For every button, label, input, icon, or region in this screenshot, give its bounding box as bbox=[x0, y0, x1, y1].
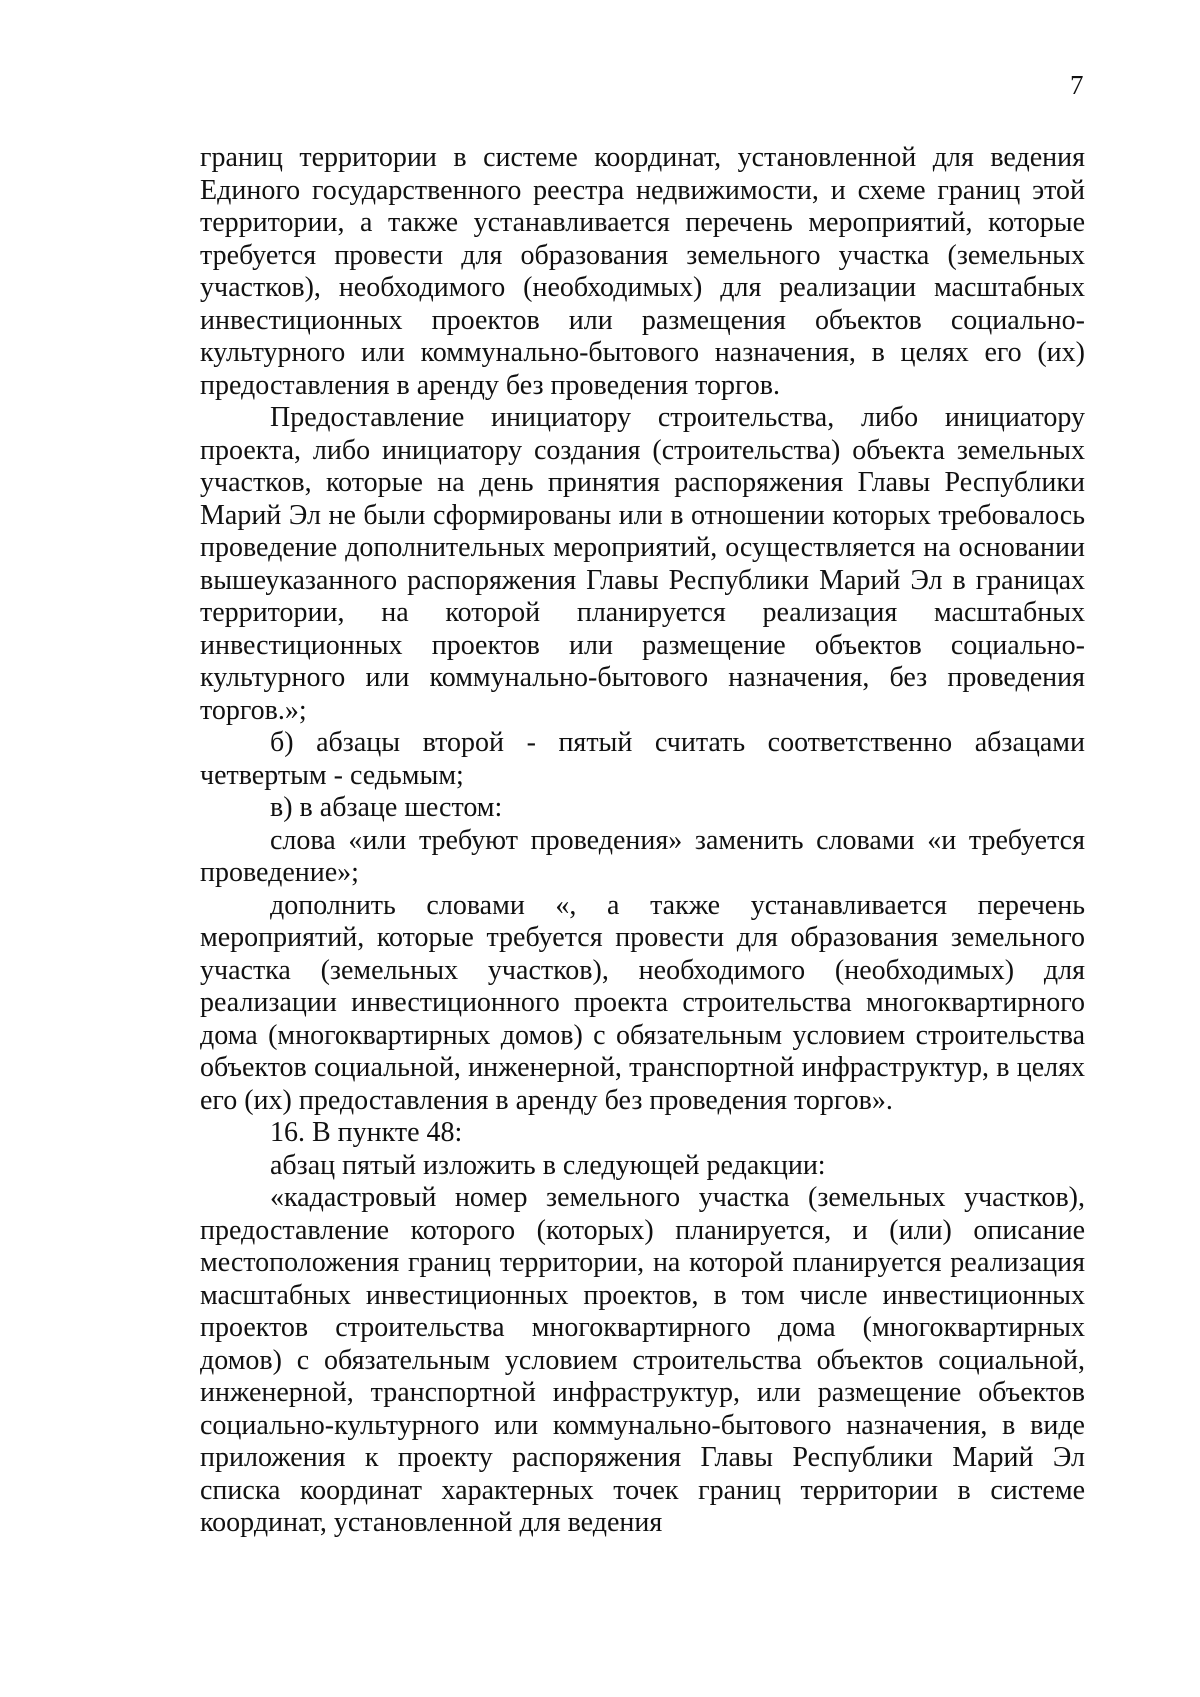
paragraph-provision: Предоставление инициатору строительства, либо инициатору проекта, либо инициатору создания (строительства) объекта земельных участков, которые на день принятия распоряжения Главы Республики Марий Эл не были сформированы или в отношении которых требовалось проведение дополнительных мероприятий, осуществляется на основании вышеуказанного распоряжения Главы Республики Марий Эл в границах территории, на которой планируется реализация масштабных инвестиционных проектов или размещение объектов социально-культурного или коммунально-бытового назначения, без проведения торгов.»; bbox=[200, 402, 1085, 726]
paragraph-point-16: 16. В пункте 48: bbox=[270, 1117, 463, 1148]
paragraph-item-b: б) абзацы второй - пятый считать соответственно абзацами четвертым - седьмым; bbox=[200, 727, 1085, 791]
page-number: 7 bbox=[1070, 70, 1084, 100]
paragraph-item-v: в) в абзаце шестом: bbox=[270, 792, 503, 823]
paragraph-cadastral-number: «кадастровый номер земельного участка (земельных участков), предоставление которого (которых) планируется, и (или) описание местоположения границ территории, на которой планируется реализация масштабных инвестиционных проектов, в том числе инвестиционных проектов строительства многоквартирного дома (многоквартирных домов) с обязательным условием строительства объектов социальной, инженерной, транспортной инфраструктур, или размещение объектов социально-культурного или коммунально-бытового назначения, в виде приложения к проекту распоряжения Главы Республики Марий Эл списка координат характерных точек границ территории в системе координат, установленной для ведения bbox=[200, 1182, 1085, 1538]
paragraph-supplement-words: дополнить словами «, а также устанавливается перечень мероприятий, которые требуется провести для образования земельного участка (земельных участков), необходимого (необходимых) для реализации инвестиционного проекта строительства многоквартирного дома (многоквартирных домов) с обязательным условием строительства объектов социальной, инженерной, транспортной инфраструктур, в целях его (их) предоставления в аренду без проведения торгов». bbox=[200, 889, 1085, 1116]
paragraph-replace-words: слова «или требуют проведения» заменить словами «и требуется проведение»; bbox=[200, 824, 1085, 888]
paragraph-fifth-abzac: абзац пятый изложить в следующей редакции: bbox=[270, 1149, 826, 1181]
document-body bbox=[200, 142, 1085, 1540]
paragraph-continuation: границ территории в системе координат, установленной для ведения Единого государственного реестра недвижимости, и схеме границ этой территории, а также устанавливается перечень мероприятий, которые требуется провести для образования земельного участка (земельных участков), необходимого (необходимых) для реализации масштабных инвестиционных проектов или размещения объектов социально-культурного или коммунально-бытового назначения, в целях его (их) предоставления в аренду без проведения торгов. bbox=[200, 142, 1085, 401]
